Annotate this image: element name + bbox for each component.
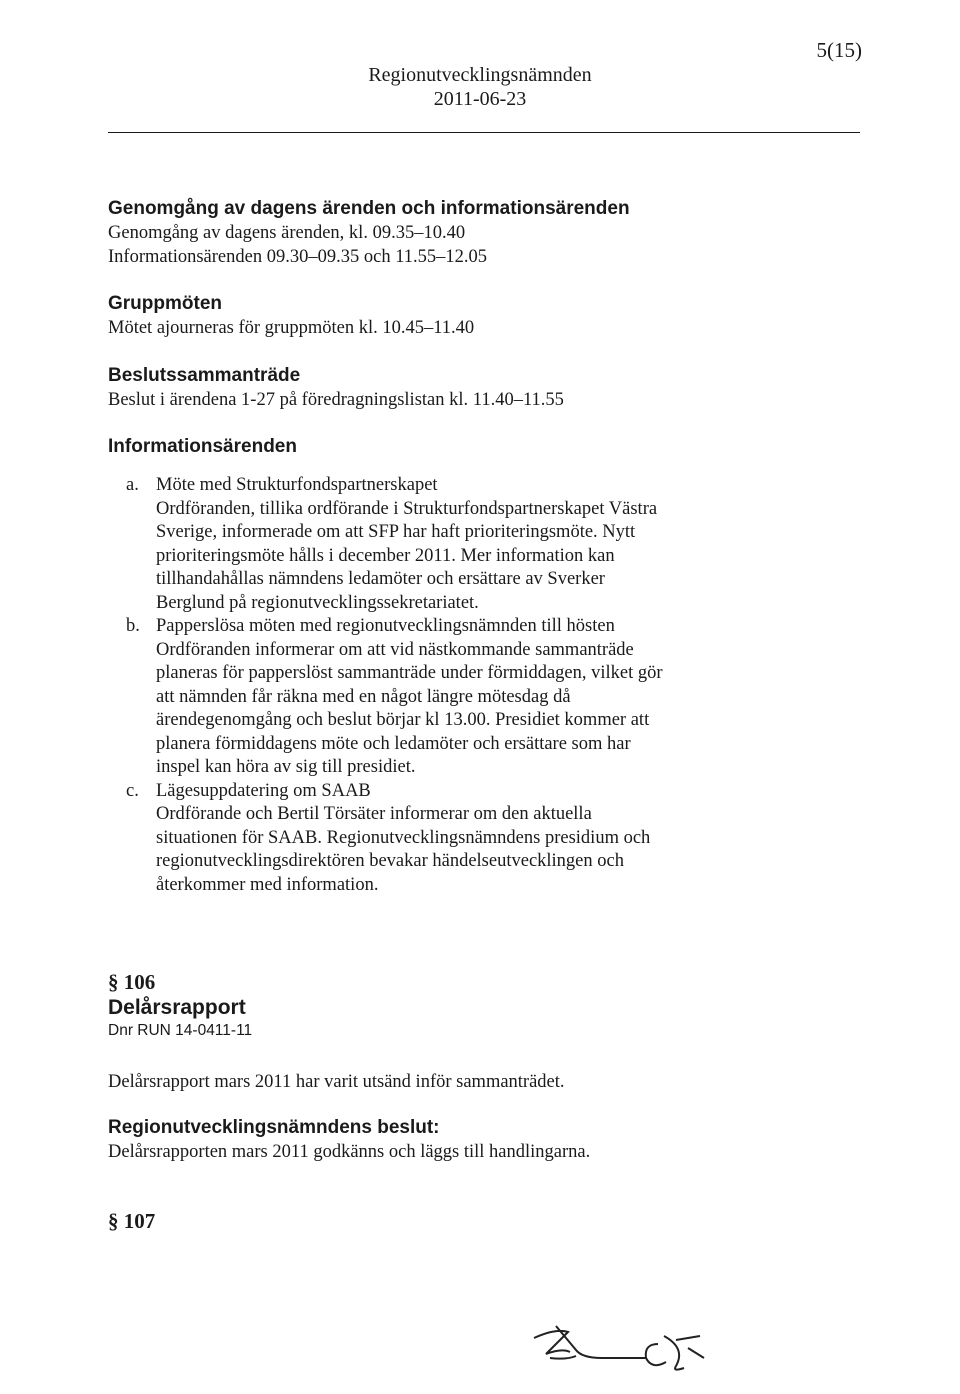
page-number: 5(15)	[816, 38, 862, 62]
text-line: Beslut i ärendena 1-27 på föredragningslistan kl. 11.40–11.55	[108, 389, 564, 410]
list-marker: c.	[126, 780, 139, 801]
list-item	[108, 615, 848, 780]
text-line: Sverige, informerade om att SFP har haft prioriteringsmöte. Nytt	[156, 522, 636, 542]
text-line: att nämnden får räkna med en något längre mötesdag då	[156, 686, 571, 707]
header-date: 2011-06-23	[433, 88, 527, 110]
decision-text: Delårsrapporten mars 2011 godkänns och läggs till handlingarna.	[108, 1141, 591, 1162]
list-item	[108, 474, 848, 615]
text-line: situationen för SAAB. Regionutvecklingsnämndens presidium och	[156, 827, 651, 848]
text-line: Informationsärenden 09.30–09.35 och 11.55–12.05	[108, 246, 488, 267]
text-line: Berglund på regionutvecklingssekretariatet.	[156, 592, 479, 613]
section-106	[108, 969, 848, 1164]
document-body	[108, 196, 848, 1234]
text-line: Ordförande och Bertil Törsäter informerar om den aktuella	[156, 804, 592, 824]
text-line: planeras för papperslöst sammanträde under förmiddagen, vilket gör	[156, 663, 663, 683]
text-line: Papperslösa möten med regionutvecklingsnämnden till hösten	[156, 616, 615, 636]
text-line: Mötet ajourneras för gruppmöten kl. 10.45–11.40	[108, 318, 475, 338]
section-number: § 107	[108, 1209, 156, 1233]
list-item	[108, 780, 848, 898]
header-divider	[108, 132, 860, 133]
text-line: prioriteringsmöte hålls i december 2011. Mer information kan	[156, 545, 615, 566]
section-heading: Gruppmöten	[108, 293, 222, 314]
section-informationsarenden	[108, 434, 848, 897]
section-genomgang	[108, 196, 848, 269]
section-beslutssammantrade	[108, 363, 848, 413]
section-gruppmoten	[108, 291, 848, 341]
text-line: Möte med Strukturfondspartnerskapet	[156, 475, 438, 495]
section-heading: Beslutssammanträde	[108, 364, 301, 386]
text-line: Genomgång av dagens ärenden, kl. 09.35–10.40	[108, 223, 466, 243]
text-line: inspel kan höra av sig till presidiet.	[156, 757, 416, 777]
section-number: § 106	[108, 970, 156, 994]
header-organization: Regionutvecklingsnämnden	[368, 64, 592, 86]
section-heading: Informationsärenden	[108, 436, 297, 457]
text-line: Ordföranden informerar om att vid nästkommande sammanträde	[156, 639, 634, 660]
section-107	[108, 1208, 848, 1234]
signature-initials	[526, 1318, 716, 1378]
list-marker: a.	[126, 475, 139, 495]
text-line: planera förmiddagens möte och ledamöter och ersättare som har	[156, 733, 631, 754]
section-title: Delårsrapport	[108, 996, 246, 1019]
registration-number: Dnr RUN 14-0411-11	[108, 1022, 253, 1039]
text-line: Lägesuppdatering om SAAB	[156, 780, 371, 801]
text-line: Ordföranden, tillika ordförande i Strukturfondspartnerskapet Västra	[156, 498, 658, 519]
text-line: ärendegenomgång och beslut börjar kl 13.00. Presidiet kommer att	[156, 710, 650, 730]
text-line: Delårsrapport mars 2011 har varit utsänd inför sammanträdet.	[108, 1072, 565, 1092]
text-line: regionutvecklingsdirektören bevakar händelseutvecklingen och	[156, 851, 624, 871]
info-list	[108, 474, 848, 897]
list-marker: b.	[126, 616, 140, 636]
decision-heading: Regionutvecklingsnämndens beslut:	[108, 1116, 440, 1138]
text-line: tillhandahållas nämndens ledamöter och ersättare av Sverker	[156, 569, 605, 589]
text-line: återkommer med information.	[156, 874, 379, 895]
section-heading: Genomgång av dagens ärenden och informationsärenden	[108, 198, 630, 219]
